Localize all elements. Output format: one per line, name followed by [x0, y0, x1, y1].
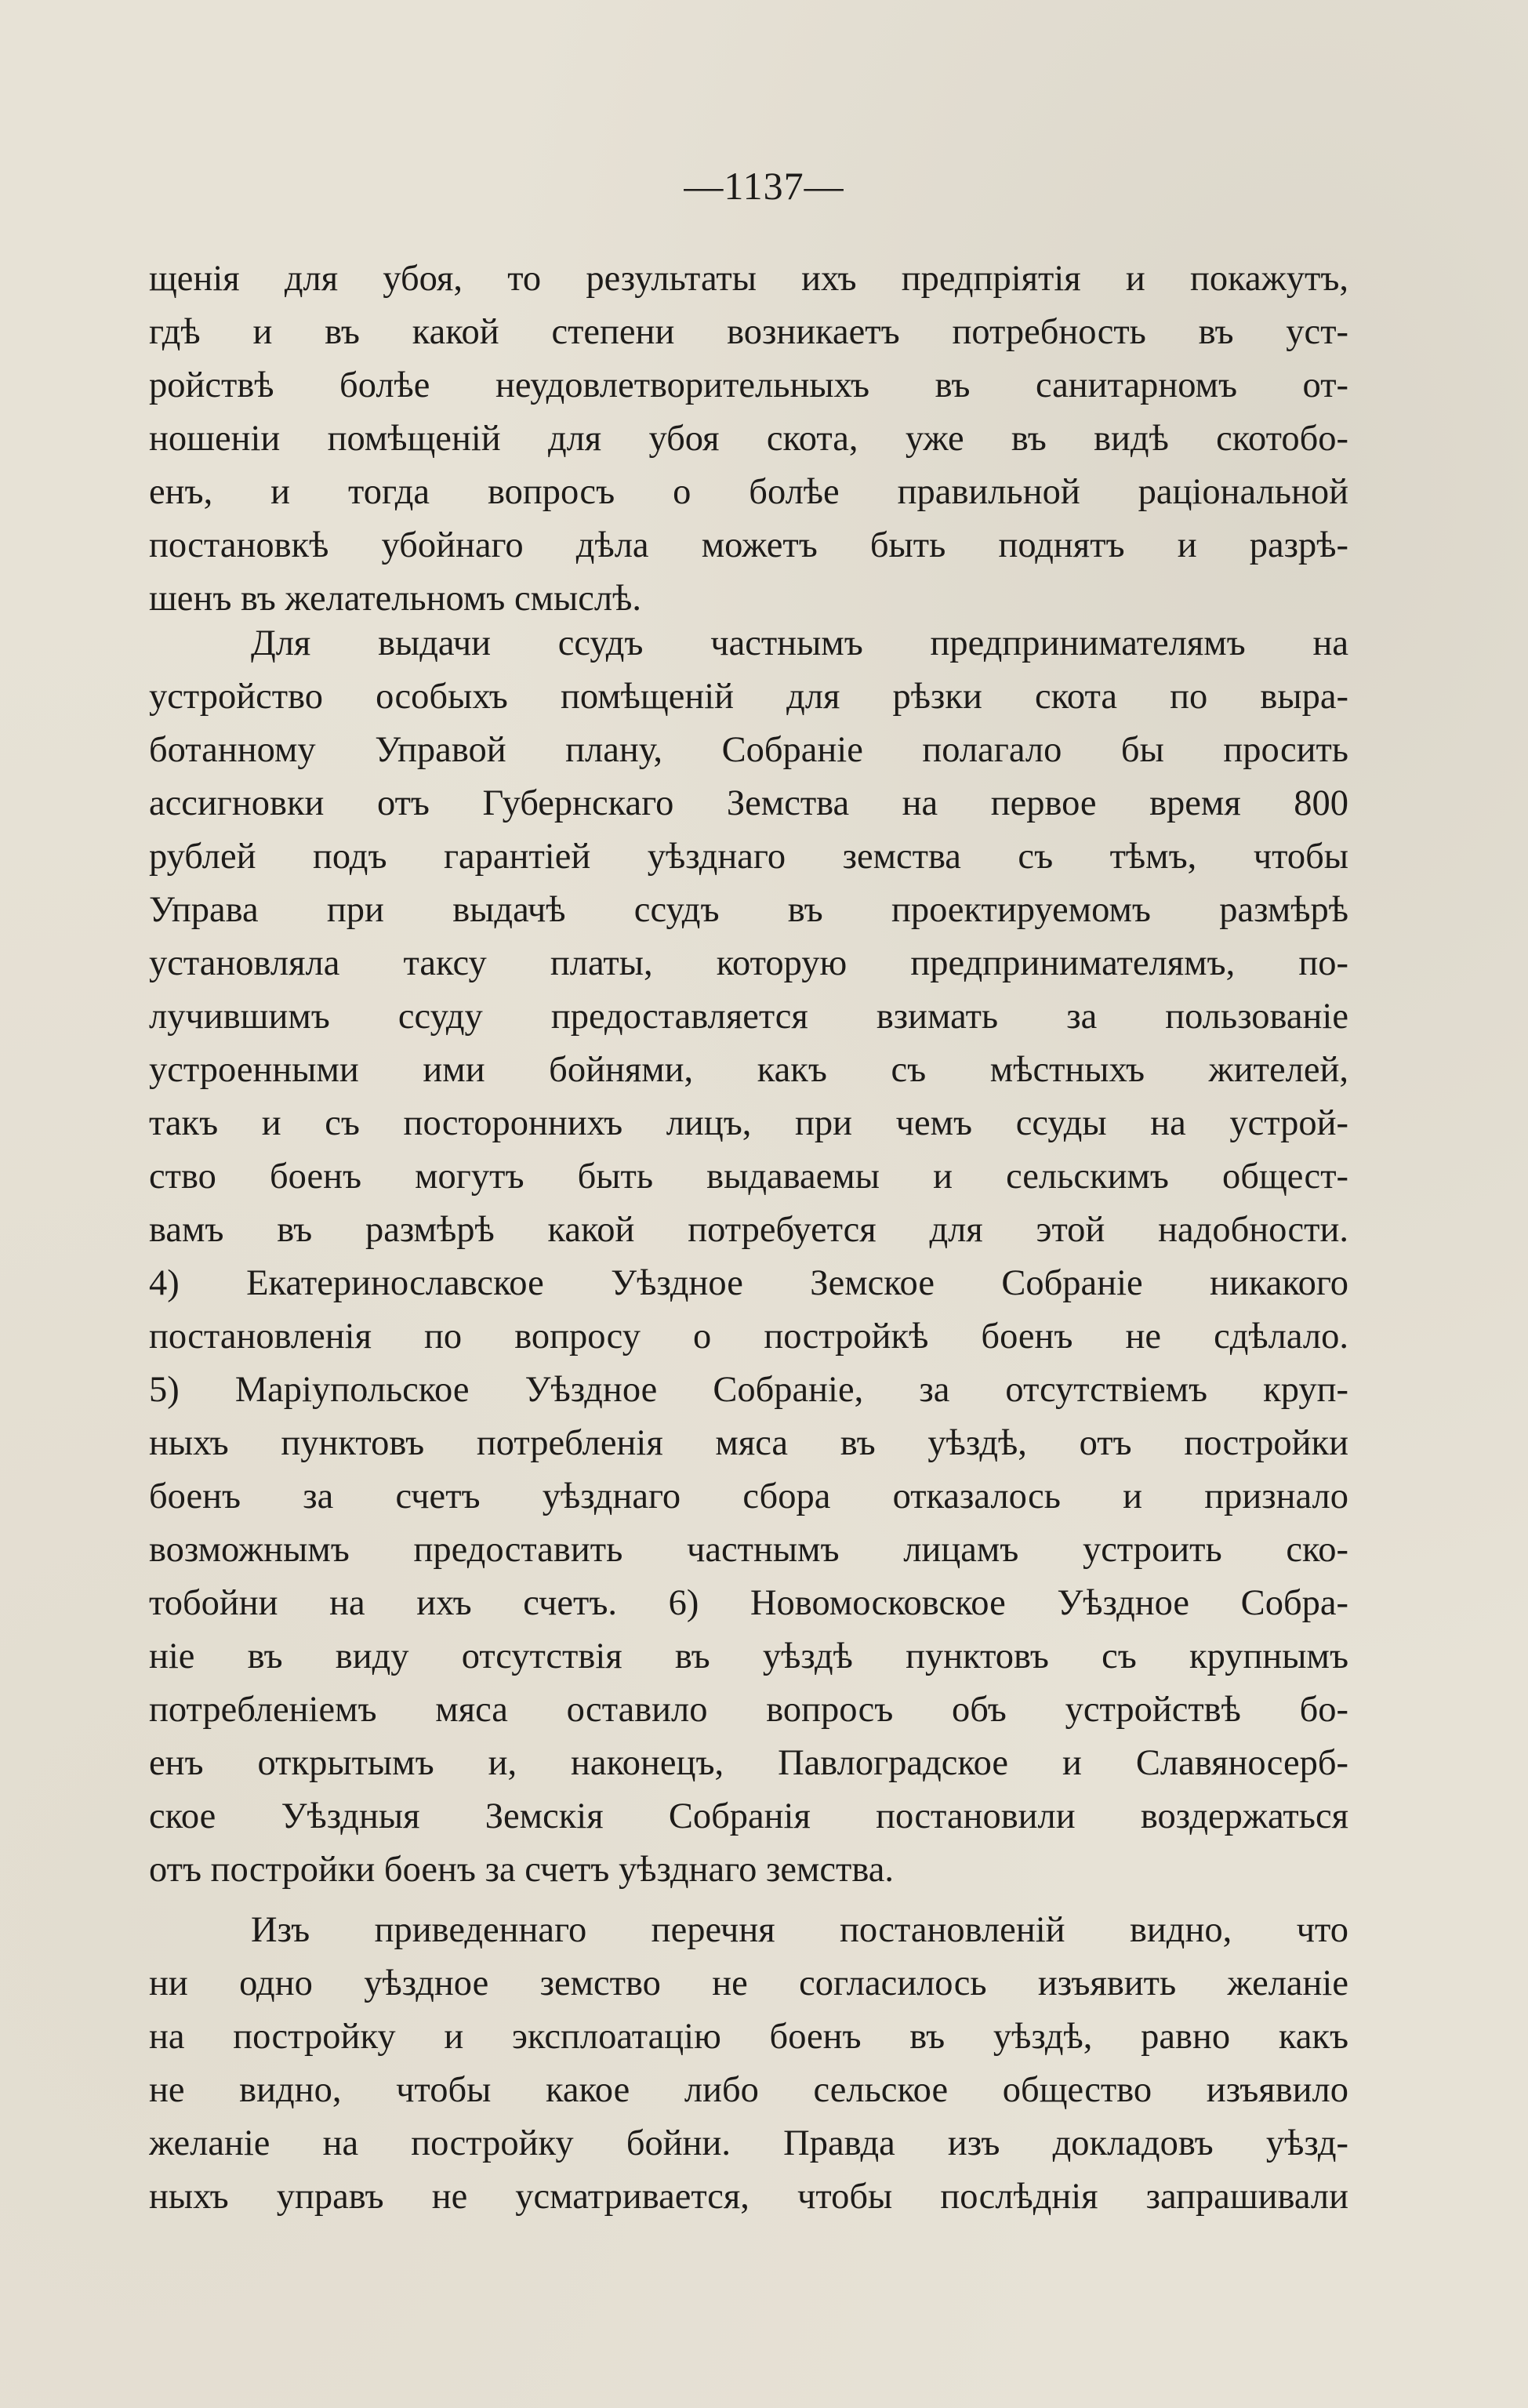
text-line: ское Уѣздныя Земскія Собранія постановили воздержаться: [149, 1796, 1348, 1836]
text-line: отъ постройки боенъ за счетъ уѣзднаго земства.: [149, 1850, 894, 1890]
text-line: лучившимъ ссуду предоставляется взимать за пользованіе: [149, 997, 1348, 1037]
text-line: установляла таксу платы, которую предпринимателямъ, по-: [149, 943, 1348, 983]
text-line: вамъ въ размѣрѣ какой потребуется для этой надобности.: [149, 1210, 1348, 1250]
text-line: шенъ въ желательномъ смыслѣ.: [149, 579, 641, 619]
text-line: 5) Маріупольское Уѣздное Собраніе, за отсутствіемъ круп-: [149, 1370, 1348, 1410]
text-line: постановленія по вопросу о постройкѣ боенъ не сдѣлало.: [149, 1317, 1348, 1357]
text-line: не видно, чтобы какое либо сельское общество изъявило: [149, 2070, 1348, 2110]
paragraph-2: [149, 617, 1348, 1897]
text-line: потребленіемъ мяса оставило вопросъ объ устройствѣ бо-: [149, 1690, 1348, 1730]
text-line: ныхъ управъ не усматривается, чтобы послѣднія запрашивали: [149, 2177, 1348, 2217]
text-line: ныхъ пунктовъ потребленія мяса въ уѣздѣ, отъ постройки: [149, 1423, 1348, 1463]
text-line: ни одно уѣздное земство не согласилось изъявить желаніе: [149, 1963, 1348, 2003]
text-line: устроенными ими бойнями, какъ съ мѣстныхъ жителей,: [149, 1050, 1348, 1090]
paragraph-3: [149, 1904, 1348, 2224]
text-line: возможнымъ предоставить частнымъ лицамъ устроить ско-: [149, 1530, 1348, 1570]
text-line: Для выдачи ссудъ частнымъ предпринимателямъ на: [251, 623, 1348, 663]
text-line: гдѣ и въ какой степени возникаетъ потребность въ уст-: [149, 312, 1348, 352]
text-line: такъ и съ постороннихъ лицъ, при чемъ ссуды на устрой-: [149, 1103, 1348, 1143]
text-line: ройствѣ болѣе неудовлетворительныхъ въ санитарномъ от-: [149, 365, 1348, 405]
text-line: 4) Екатеринославское Уѣздное Земское Собраніе никакого: [149, 1263, 1348, 1303]
page-number: —1137—: [684, 164, 844, 208]
text-line: ство боенъ могутъ быть выдаваемы и сельскимъ общест-: [149, 1157, 1348, 1197]
text-line: ніе въ виду отсутствія въ уѣздѣ пунктовъ съ крупнымъ: [149, 1636, 1348, 1676]
text-line: Изъ приведеннаго перечня постановленій видно, что: [251, 1910, 1348, 1950]
text-line: енъ, и тогда вопросъ о болѣе правильной раціональной: [149, 472, 1348, 512]
text-line: щенія для убоя, то результаты ихъ предпріятія и покажутъ,: [149, 259, 1348, 299]
text-line: на постройку и эксплоатацію боенъ въ уѣздѣ, равно какъ: [149, 2017, 1348, 2057]
text-line: ношеніи помѣщеній для убоя скота, уже въ видѣ скотобо-: [149, 419, 1348, 459]
paragraph-1: [149, 252, 1348, 626]
text-line: Управа при выдачѣ ссудъ въ проектируемомъ размѣрѣ: [149, 890, 1348, 930]
text-line: устройство особыхъ помѣщеній для рѣзки скота по выра-: [149, 677, 1348, 717]
text-line: ботанному Управой плану, Собраніе полагало бы просить: [149, 730, 1348, 770]
text-line: тобойни на ихъ счетъ. 6) Новомосковское Уѣздное Собра-: [149, 1583, 1348, 1623]
text-line: рублей подъ гарантіей уѣзднаго земства съ тѣмъ, чтобы: [149, 837, 1348, 877]
text-line: енъ открытымъ и, наконецъ, Павлоградское и Славяносерб-: [149, 1743, 1348, 1783]
text-line: желаніе на постройку бойни. Правда изъ докладовъ уѣзд-: [149, 2123, 1348, 2163]
text-line: постановкѣ убойнаго дѣла можетъ быть поднятъ и разрѣ-: [149, 525, 1348, 565]
text-line: боенъ за счетъ уѣзднаго сбора отказалось и признало: [149, 1476, 1348, 1516]
text-line: ассигновки отъ Губернскаго Земства на первое время 800: [149, 783, 1348, 823]
